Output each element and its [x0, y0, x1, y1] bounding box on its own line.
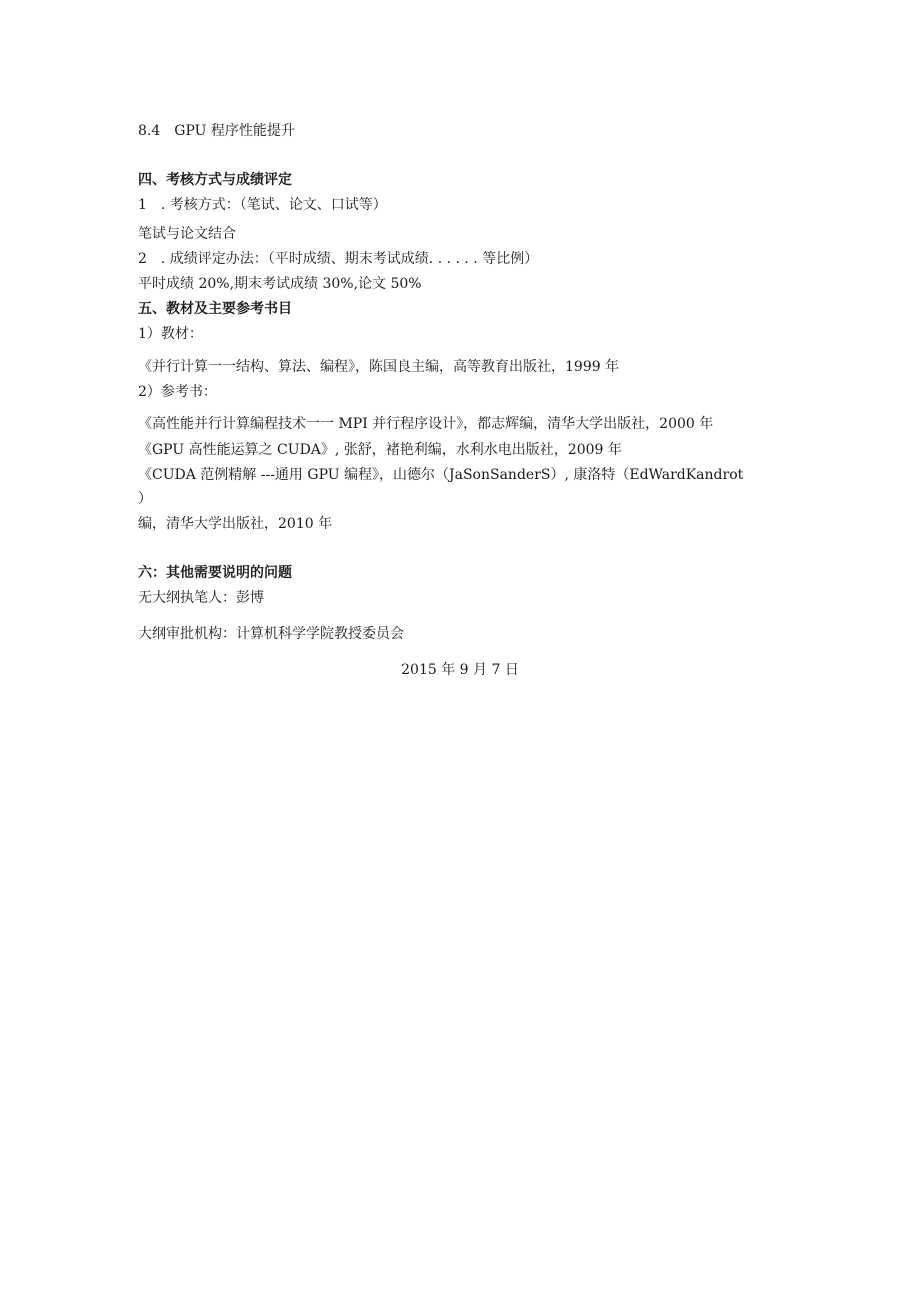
- reference-entry-3-cont: 编，清华大学出版社，2010 年: [138, 516, 333, 532]
- section-heading-assessment: 四、考核方式与成绩评定: [138, 172, 292, 188]
- document-date: 2015 年 9 月 7 日: [401, 662, 519, 678]
- assessment-method-value: 笔试与论文结合: [138, 226, 236, 242]
- reference-entry-3: 《CUDA 范例精解 ---通用 GPU 编程》，山德尔（JaSonSanderS）, 康洛特（EdWardKandrot: [138, 467, 744, 483]
- section-heading-other: 六：其他需要说明的问题: [138, 565, 292, 581]
- author-line: 无大纲执笔人：彭博: [138, 590, 264, 606]
- approval-line: 大纲审批机构：计算机科学学院教授委员会: [138, 626, 404, 642]
- grading-method-value: 平时成绩 20%,期末考试成绩 30%,论文 50%: [138, 276, 422, 292]
- grading-method-label: 2 . 成绩评定办法：（平时成绩、期末考试成绩. . . . . . 等比例）: [138, 251, 539, 267]
- assessment-method-label: 1 . 考核方式：（笔试、论文、口试等）: [138, 197, 387, 213]
- section-item-8-4: 8.4 GPU 程序性能提升: [138, 123, 295, 139]
- section-heading-textbooks: 五、教材及主要参考书目: [138, 301, 292, 317]
- reference-entry-2: 《GPU 高性能运算之 CUDA》, 张舒，褚艳利编，水利水电出版社，2009 年: [138, 442, 622, 458]
- textbook-label: 1）教材：: [138, 326, 203, 342]
- reference-entry-3-paren: ）: [138, 491, 152, 507]
- textbook-entry: 《并行计算一一结构、算法、编程》，陈国良主编，高等教育出版社，1999 年: [138, 359, 620, 375]
- reference-label: 2）参考书：: [138, 384, 217, 400]
- reference-entry-1: 《高性能并行计算编程技术一一 MPI 并行程序设计》，都志辉编，清华大学出版社，2000 年: [138, 416, 714, 432]
